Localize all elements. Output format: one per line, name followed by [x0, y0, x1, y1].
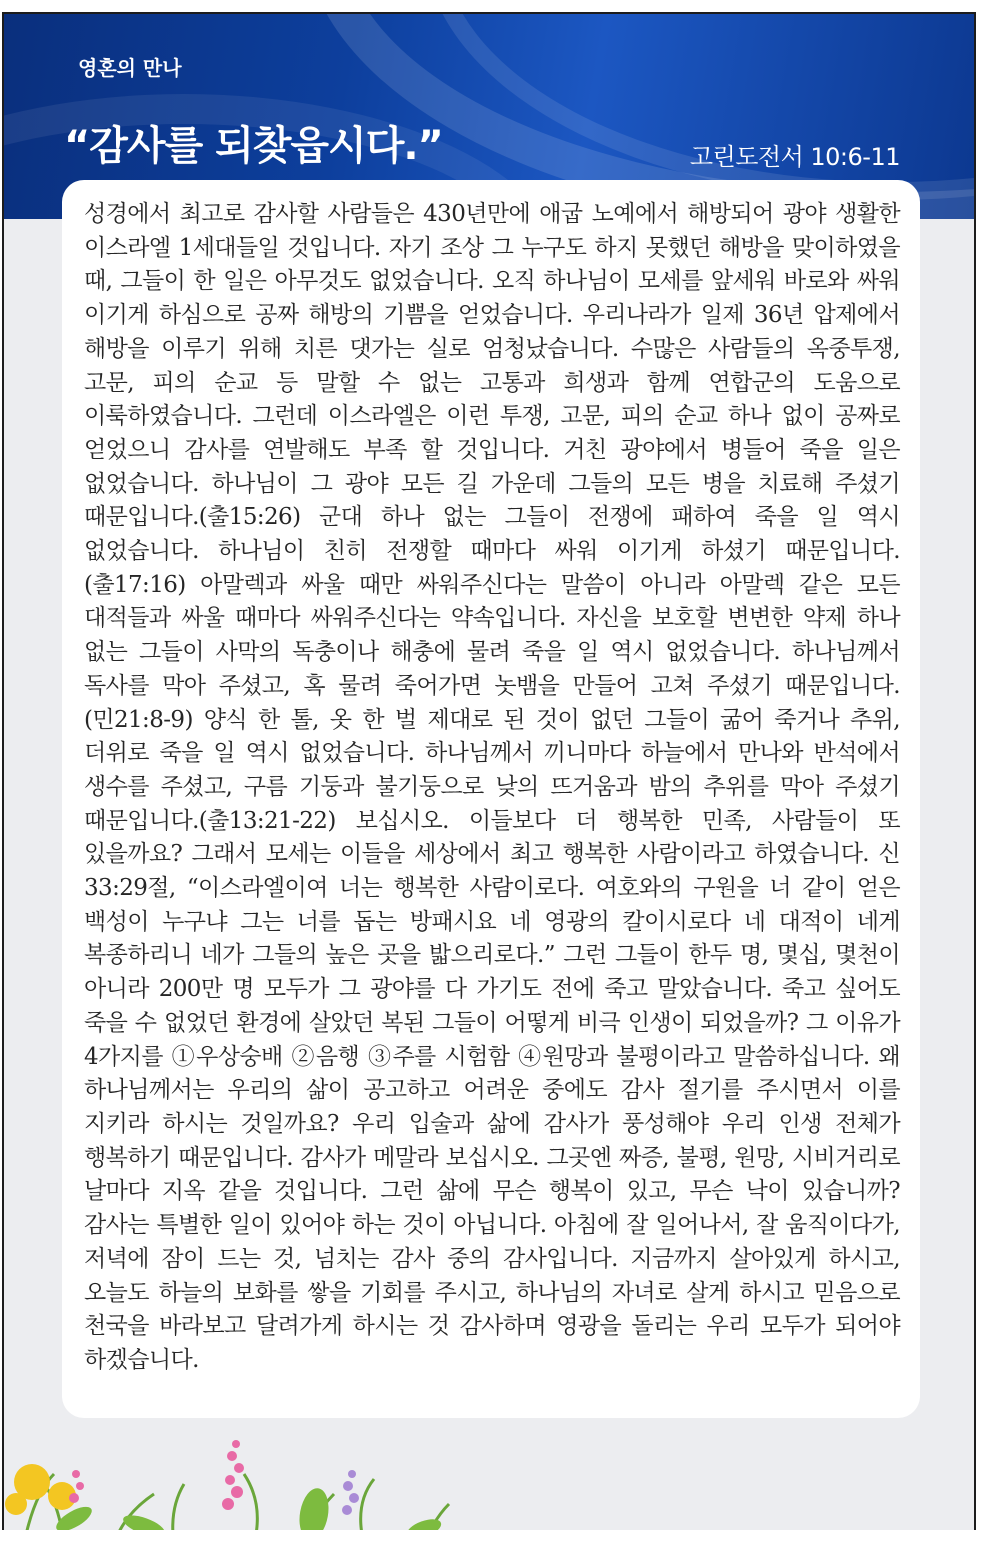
scripture-reference: 고린도전서 10:6-11: [689, 143, 900, 171]
leaves: [53, 1486, 444, 1530]
yellow-flowers: [5, 1464, 76, 1515]
pink-flower-stalk: [69, 1440, 244, 1510]
page-frame: [2, 12, 976, 1530]
purple-flower-stalk: [342, 1470, 359, 1515]
section-label: 영혼의 만나: [78, 56, 182, 80]
flower-illustration: [4, 1434, 464, 1530]
grass-blades: [24, 1474, 449, 1530]
sermon-body-text: 성경에서 최고로 감사할 사람들은 430년만에 애굽 노예에서 해방되어 광야 생활한 이스라엘 1세대들일 것입니다. 자기 조상 그 누구도 하지 못했던 해방을 맞이하였을 때, 그들이 한 일은 아무것도 없었습니다. 오직 하나님이 모세를 앞세워 바로와 싸워 이기게 하심으로 공짜 해방의 기쁨을 얻었습니다. 우리나라가 일제 36년 압제에서 해방을 이루기 위해 치른 댓가는 실로 엄청났습니다. 수많은 사람들의 옥중투쟁, 고문, 피의 순교 등 말할 수 없는 고통과 희생과 함께 연합군의 도움으로 이룩하였습니다. 그런데 이스라엘은 이런 투쟁, 고문, 피의 순교 하나 없이 공짜로 얻었으니 감사를 연발해도 부족 할 것입니다. 거친 광야에서 병들어 죽을 일은 없었습니다. 하나님이 그 광야 모든 길 가운데 그들의 모든 병을 치료해 주셨기 때문입니다.(출15:26) 군대 하나 없는 그들이 전쟁에 패하여 죽을 일 역시 없었습니다. 하나님이 친히 전쟁할 때마다 싸워 이기게 하셨기 때문입니다. (출17:16) 아말렉과 싸울 때만 싸워주신다는 말씀이 아니라 아말렉 같은 모든 대적들과 싸울 때마다 싸워주신다는 약속입니다. 자신을 보호할 변변한 약제 하나 없는 그들이 사막의 독충이나 해충에 물려 죽을 일 역시 없었습니다. 하나님께서 독사를 막아 주셨고, 혹 물려 죽어가면 놋뱀을 만들어 고쳐 주셨기 때문입니다.(민21:8-9) 양식 한 톨, 옷 한 벌 제대로 된 것이 없던 그들이 굶어 죽거나 추위, 더위로 죽을 일 역시 없었습니다. 하나님께서 끼니마다 하늘에서 만나와 반석에서 생수를 주셨고, 구름 기둥과 불기둥으로 낮의 뜨거움과 밤의 추위를 막아 주셨기 때문입니다.(출13:21-22) 보십시오. 이들보다 더 행복한 민족, 사람들이 또 있을까요? 그래서 모세는 이들을 세상에서 최고 행복한 사람이라고 하였습니다. 신 33:29절, “이스라엘이여 너는 행복한 사람이로다. 여호와의 구원을 너 같이 얻은 백성이 누구냐 그는 너를 돕는 방패시요 네 영광의 칼이시로다 네 대적이 네게 복종하리니 네가 그들의 높은 곳을 밟으리로다.” 그런 그들이 한두 명, 몇십, 몇천이 아니라 200만 명 모두가 그 광야를 다 가기도 전에 죽고 말았습니다. 죽고 싶어도 죽을 수 없었던 환경에 살았던 복된 그들이 어떻게 비극 인생이 되었을까? 그 이유가 4가지를 ①우상숭배 ②음행 ③주를 시험함 ④원망과 불평이라고 말씀하십니다. 왜 하나님께서는 우리의 삶이 공고하고 어려운 중에도 감사 절기를 주시면서 이를 지키라 하시는 것일까요? 우리 입술과 삶에 감사가 풍성해야 우리 인생 전체가 행복하기 때문입니다. 감사가 메말라 보십시오. 그곳엔 짜증, 불평, 원망, 시비거리로 날마다 지옥 같을 것입니다. 그런 삶에 무슨 행복이 있고, 무슨 낙이 있습니까? 감사는 특별한 일이 있어야 하는 것이 아닙니다. 아침에 잘 일어나서, 잘 움직이다가, 저녁에 잠이 드는 것, 넘치는 감사 중의 감사입니다. 지금까지 살아있게 하시고, 오늘도 하늘의 보화를 쌓을 기회를 주시고, 하나님의 자녀로 살게 하시고 믿음으로 천국을 바라보고 달려가게 하시는 것 감사하며 영광을 돌리는 우리 모두가 되어야 하겠습니다.: [84, 201, 900, 1373]
page-title: “감사를 되찾읍시다.”: [64, 123, 443, 169]
content-card: [62, 180, 920, 1418]
